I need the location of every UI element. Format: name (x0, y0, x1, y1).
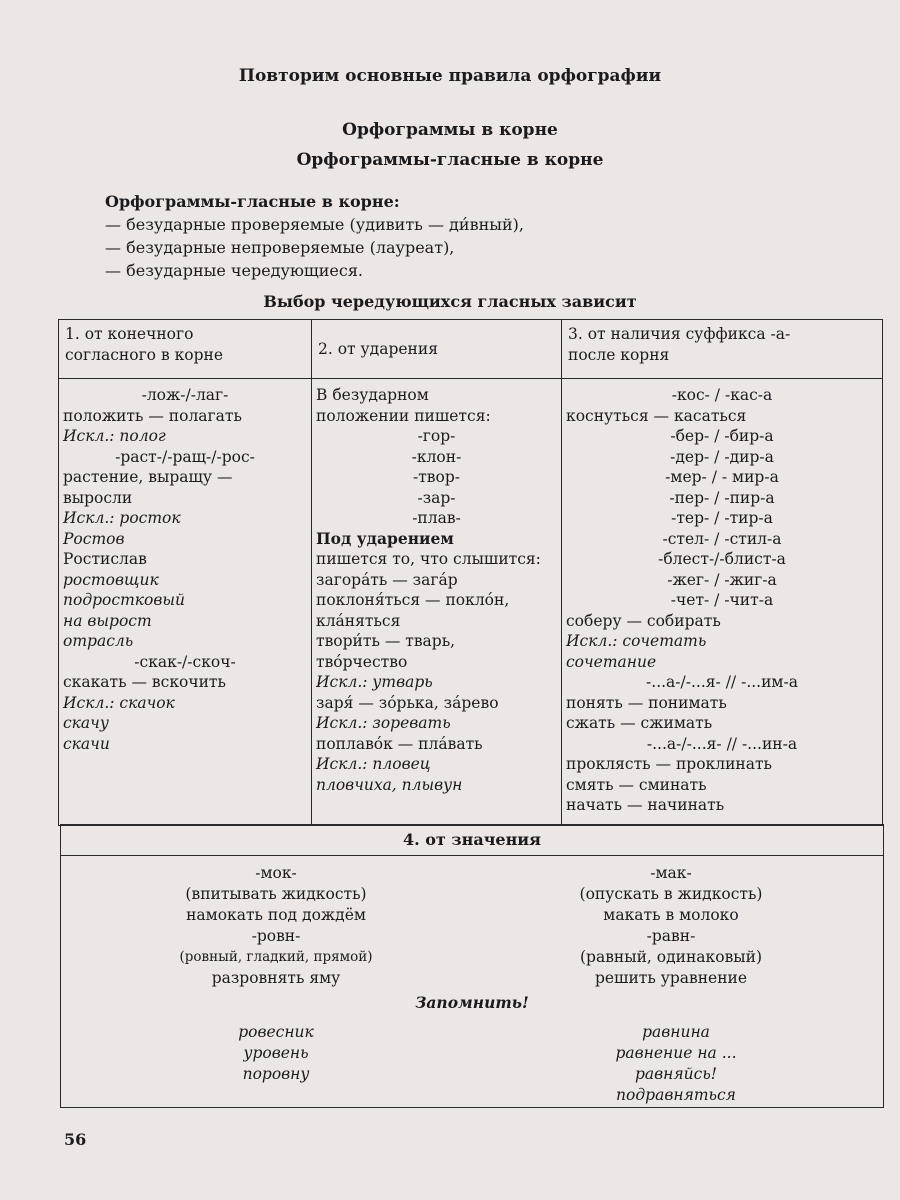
col3-header: 3. от наличия суффикса -а- после корня (562, 320, 883, 379)
rule-item: — безударные чередующиеся. (105, 261, 364, 280)
meaning-box (60, 824, 884, 1108)
col2-header: 2. от ударения (312, 320, 562, 379)
rules-title: Орфограммы-гласные в корне: (105, 192, 400, 211)
page-number: 56 (64, 1130, 87, 1149)
col1-body: -лож-/-лаг- положить — полагать Искл.: полог -раст-/-ращ-/-рос- растение, выращу — выросли Искл.: росток Ростов Ростислав ростовщик подростковый на вырост отрасль -скак-/-скоч- скакать — вскочить Искл.: скачок скачу скачи (59, 379, 312, 826)
meaning-right-column: -мак- (опускать в жидкость) макать в молоко -равн- (равный, одинаковый) решить уравнение (579, 864, 763, 987)
rule-item: — безударные проверяемые (удивить — ди́вный), (105, 215, 524, 234)
col3-body: -кос- / -кас-а коснуться — касаться -бер- / -бир-а -дер- / -дир-а -мер- / - мир-а -пер- / -пир-а -тер- / -тир-а -стел- / -стил-а -блест-/-блист-а -жег- / -жиг-а -чет- / -чит-а соберу — собирать Искл.: сочетать сочетание -...а-/-...я- // -...им-а понять — понимать сжать — сжимать -...а-/-...я- // -...ин-а проклясть — проклинать смять — сминать начать — начинать (562, 379, 883, 826)
page-heading: Повторим основные правила орфографии (238, 66, 662, 86)
meaning-left-column: -мок- (впитывать жидкость) намокать под дождём -ровн- (ровный, гладкий, прямой) разровнять яму (179, 864, 373, 987)
col2-body: В безударном положении пишется: -гор- -клон- -твор- -зар- -плав- Под ударением пишется то, что слышится: загора́ть — зага́р поклоня́ться — покло́н, кла́няться твори́ть — тварь, тво́рчество Искл.: утварь заря́ — зо́рька, за́рево Искл.: зоревать поплаво́к — пла́вать Искл.: пловец пловчиха, плывун (312, 379, 562, 826)
rule-item: — безударные непроверяемые (лауреат), (105, 238, 455, 257)
alternation-table (58, 319, 883, 826)
rules-list (105, 190, 524, 282)
meaning-header: 4. от значения (61, 825, 883, 856)
remember-left-list: ровесник уровень поровну (238, 1023, 314, 1083)
remember-label: Запомнить! (415, 993, 529, 1012)
choice-heading: Выбор чередующихся гласных зависит (263, 292, 637, 311)
section-heading: Орфограммы в корне (342, 120, 558, 140)
subsection-heading: Орфограммы-гласные в корне (296, 150, 604, 170)
remember-right-list: равнина равнение на ... равняйсь! подравняться (615, 1023, 737, 1104)
col1-header: 1. от конечного согласного в корне (59, 320, 312, 379)
